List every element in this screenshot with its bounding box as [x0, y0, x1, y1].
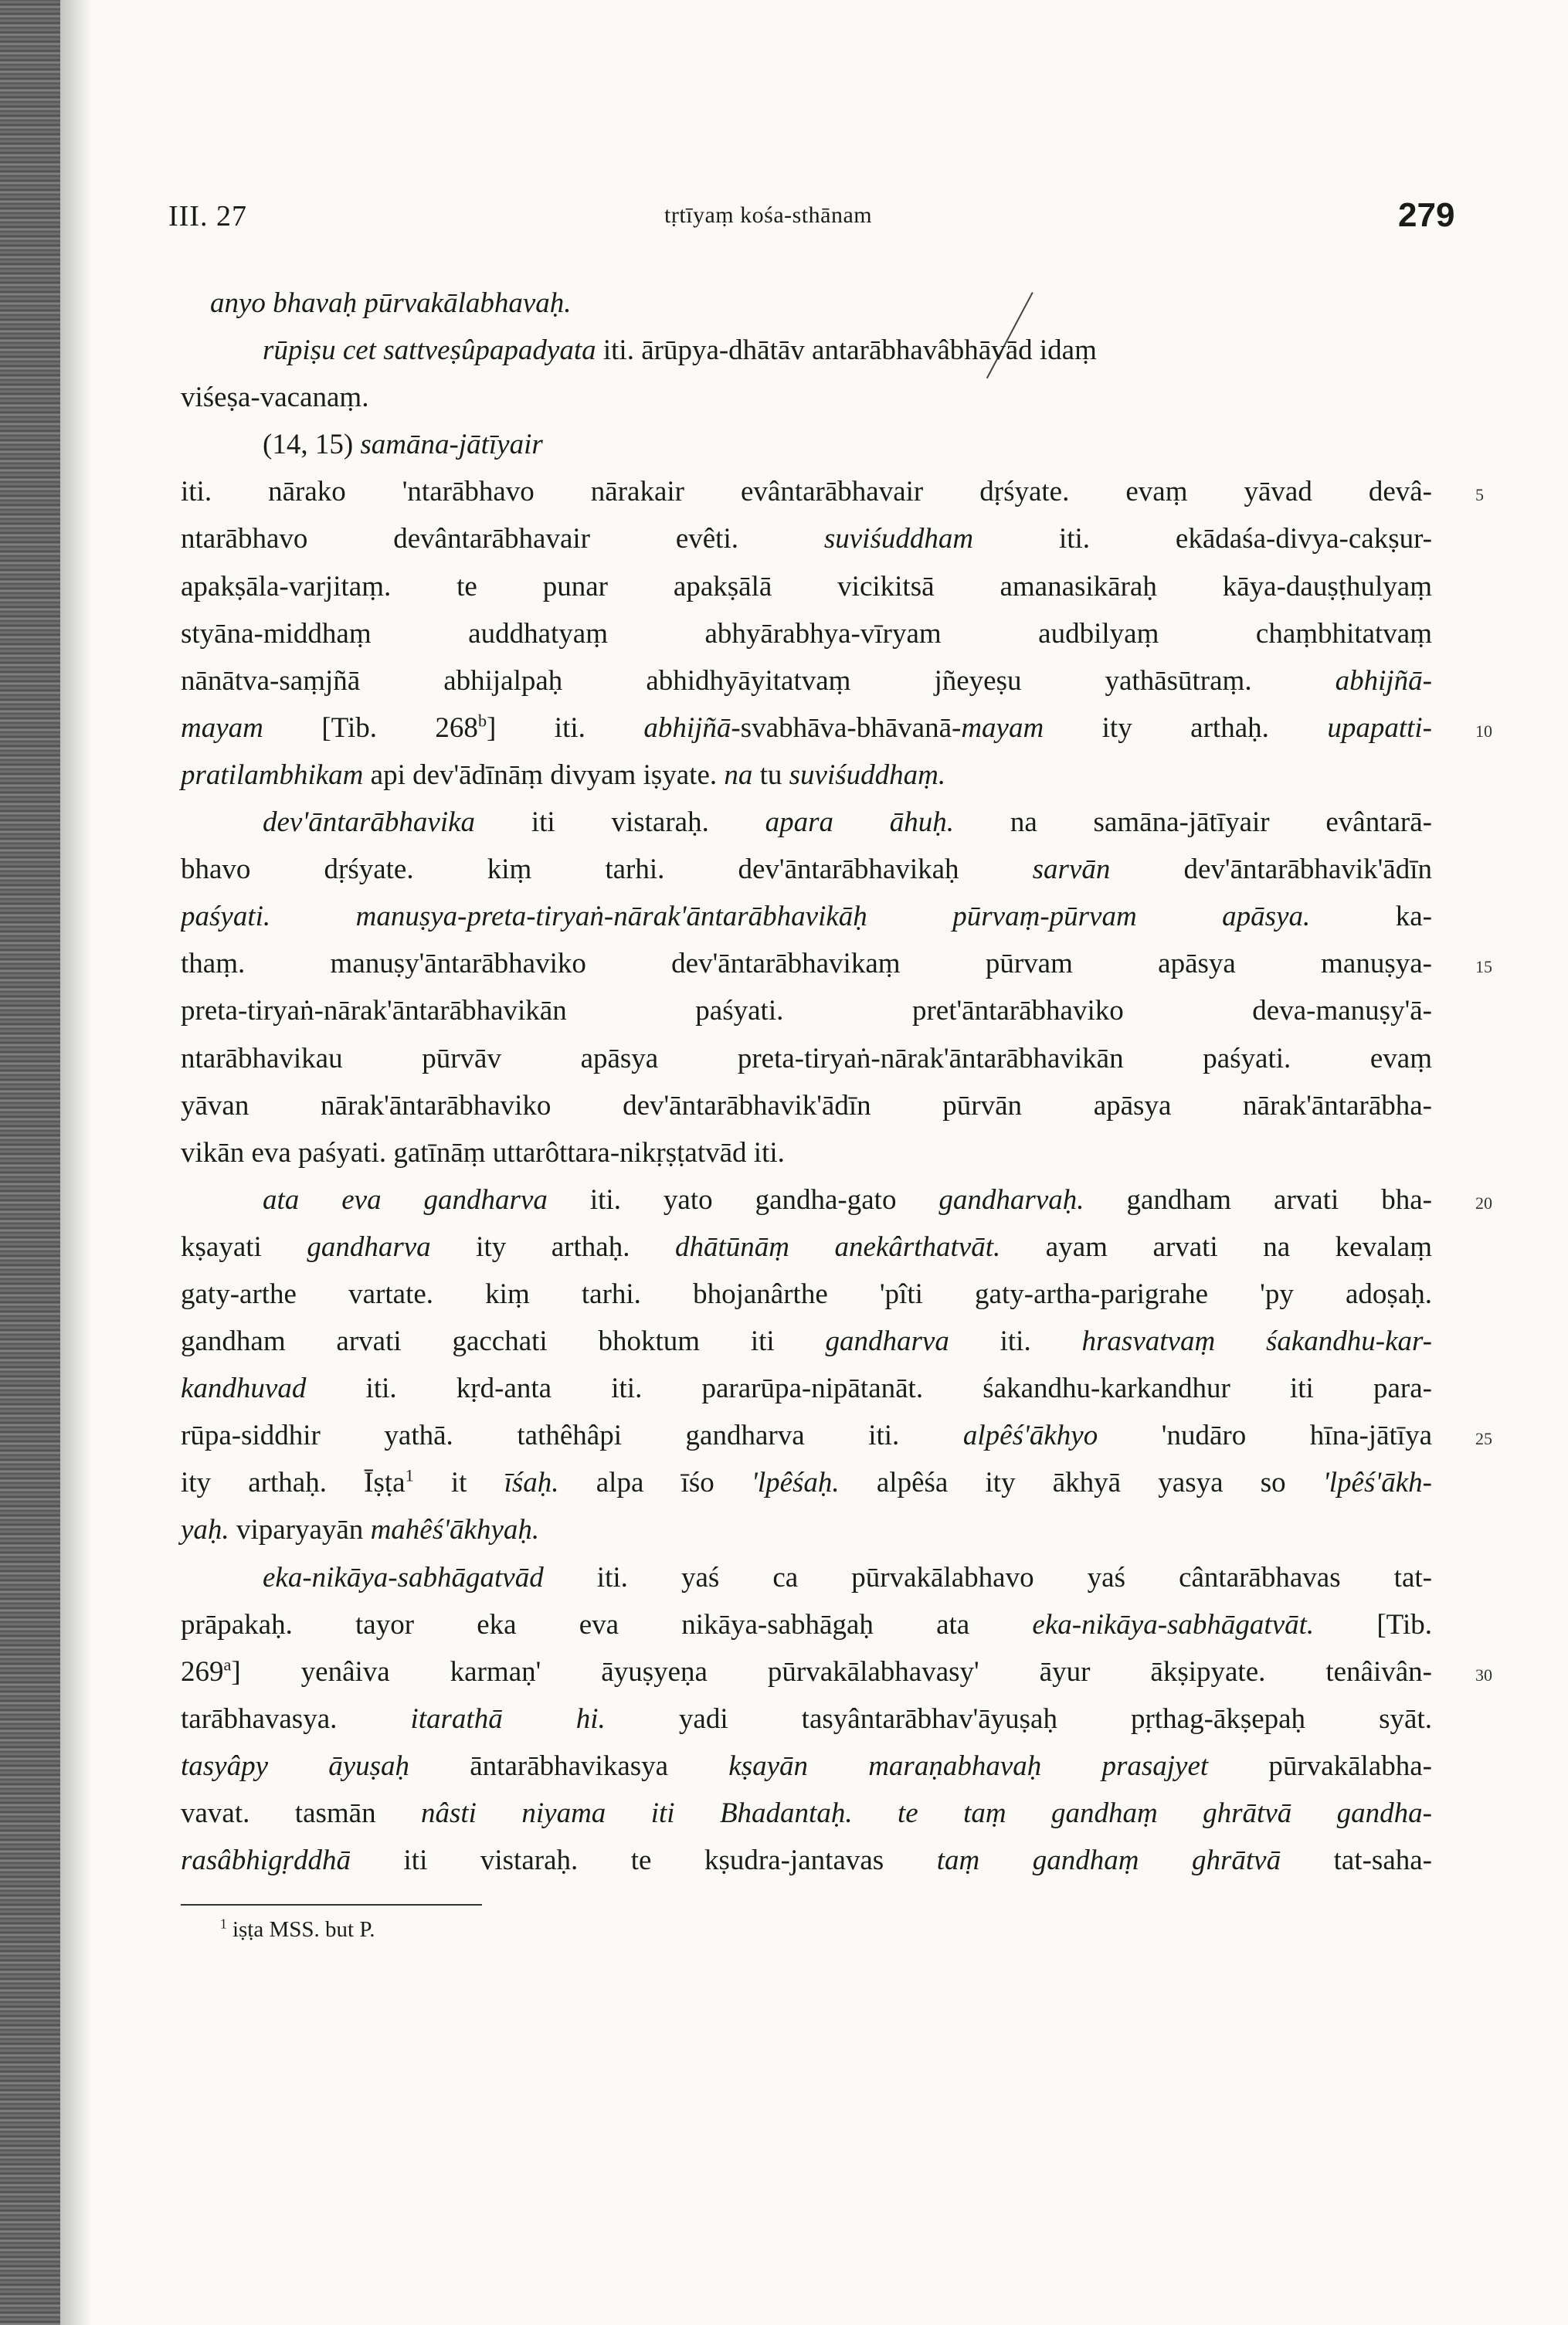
page-header: [0, 196, 1568, 246]
text-line: yaḥ. viparyayān mahêś'ākhyaḥ.: [181, 1514, 540, 1546]
main-text-body: [181, 280, 1432, 1884]
text-line: kandhuvad iti. kṛd-anta iti. pararūpa-nipātanāt. śakandhu-karkandhur iti para-: [181, 1373, 1432, 1405]
text-line: eka-nikāya-sabhāgatvād iti. yaś ca pūrvakālabhavo yaś cântarābhavas tat-: [263, 1561, 1432, 1594]
text-line: thaṃ. manuṣy'āntarābhaviko dev'āntarābhavikaṃ pūrvam apāsya manuṣya-: [181, 948, 1432, 980]
text-line: rūpiṣu cet sattveṣûpapadyata iti. ārūpya-dhātāv antarābhavâbhāvād idaṃ: [263, 334, 1097, 367]
text-line: pratilambhikam api dev'ādīnāṃ divyam iṣyate. na tu suviśuddhaṃ.: [181, 759, 946, 791]
text-line: vavat. tasmān nâsti niyama iti Bhadantaḥ. te taṃ gandhaṃ ghrātvā gandha-: [181, 1797, 1432, 1829]
text-line: mayam [Tib. 268$^b$] iti. abhijñā-svabhāva-bhāvanā-mayam ity arthaḥ. upapatti-: [181, 711, 1432, 744]
margin-line-number: 25: [1475, 1429, 1492, 1449]
text-line: rasâbhigṛddhā iti vistaraḥ. te kṣudra-jantavas taṃ gandhaṃ ghrātvā tat-saha-: [181, 1845, 1432, 1877]
text-line: ity arthaḥ. Īṣṭa$^1$ it īśaḥ. alpa īśo 'lpêśaḥ. alpêśa ity ākhyā yasya so 'lpêś'ākh-: [181, 1466, 1432, 1499]
text-line: styāna-middhaṃ auddhatyaṃ abhyārabhya-vīryam audbilyaṃ chaṃbhitatvaṃ: [181, 617, 1432, 650]
running-title: tṛtīyaṃ kośa-sthānam: [664, 202, 873, 228]
text-line: vikān eva paśyati. gatīnāṃ uttarôttara-nikṛṣṭatvād iti.: [181, 1136, 785, 1169]
margin-line-number: 10: [1475, 721, 1492, 741]
margin-line-number: 15: [1475, 957, 1492, 977]
text-line: yāvan nārak'āntarābhaviko dev'āntarābhavik'ādīn pūrvān apāsya nārak'āntarābha-: [181, 1089, 1432, 1122]
text-line: 269$^a$] yenâiva karmaṇ' āyuṣyeṇa pūrvakālabhavasy' āyur ākṣipyate. tenâivân-: [181, 1655, 1432, 1688]
text-line: rūpa-siddhir yathā. tathêhâpi gandharva iti. alpêś'ākhyo 'nudāro hīna-jātīya: [181, 1420, 1432, 1452]
text-line: prāpakaḥ. tayor eka eva nikāya-sabhāgaḥ ata eka-nikāya-sabhāgatvāt. [Tib.: [181, 1608, 1432, 1641]
text-line: preta-tiryaṅ-nārak'āntarābhavikān paśyati. pret'āntarābhaviko deva-manuṣy'ā-: [181, 995, 1432, 1027]
page-number: 279: [1398, 196, 1455, 234]
gutter-shadow: [60, 0, 91, 2325]
text-line: viśeṣa-vacanaṃ.: [181, 382, 369, 414]
text-line: tasyâpy āyuṣaḥ āntarābhavikasya kṣayān maraṇabhavaḥ prasajyet pūrvakālabha-: [181, 1750, 1432, 1782]
text-line: gandham arvati gacchati bhoktum iti gandharva iti. hrasvatvaṃ śakandhu-kar-: [181, 1325, 1432, 1358]
text-line: dev'āntarābhavika iti vistaraḥ. apara āhuḥ. na samāna-jātīyair evântarā-: [263, 806, 1432, 839]
text-line: bhavo dṛśyate. kiṃ tarhi. dev'āntarābhavikaḥ sarvān dev'āntarābhavik'ādīn: [181, 854, 1432, 886]
text-line: nānātva-saṃjñā abhijalpaḥ abhidhyāyitatvaṃ jñeyeṣu yathāsūtraṃ. abhijñā-: [181, 664, 1432, 697]
footnote-rule: [181, 1904, 482, 1906]
text-line: iti. nārako 'ntarābhavo nārakair evântarābhavair dṛśyate. evaṃ yāvad devâ-: [181, 476, 1432, 508]
chapter-verse-ref: III. 27: [168, 200, 247, 232]
margin-line-number: 5: [1475, 485, 1484, 505]
footnote: $^1$ iṣṭa MSS. but P.: [220, 1916, 375, 1942]
text-line: kṣayati gandharva ity arthaḥ. dhātūnāṃ anekârthatvāt. ayam arvati na kevalaṃ: [181, 1230, 1432, 1263]
book-binding-gutter: [0, 0, 60, 2325]
text-line: ntarābhavo devântarābhavair evêti. suviśuddham iti. ekādaśa-divya-cakṣur-: [181, 523, 1432, 555]
margin-line-number: 20: [1475, 1193, 1492, 1213]
text-line: anyo bhavaḥ pūrvakālabhavaḥ.: [210, 287, 572, 319]
text-line: (14, 15) samāna-jātīyair: [263, 429, 543, 461]
text-line: paśyati. manuṣya-preta-tiryaṅ-nārak'āntarābhavikāḥ pūrvaṃ-pūrvam apāsya. ka-: [181, 901, 1432, 933]
text-line: ata eva gandharva iti. yato gandha-gato gandharvaḥ. gandham arvati bha-: [263, 1183, 1432, 1216]
margin-line-number: 30: [1475, 1665, 1492, 1685]
text-line: gaty-arthe vartate. kiṃ tarhi. bhojanârthe 'pîti gaty-artha-parigrahe 'py adoṣaḥ.: [181, 1278, 1432, 1310]
text-line: tarābhavasya. itarathā hi. yadi tasyântarābhav'āyuṣaḥ pṛthag-ākṣepaḥ syāt.: [181, 1702, 1432, 1735]
text-line: apakṣāla-varjitaṃ. te punar apakṣālā vicikitsā amanasikāraḥ kāya-dauṣṭhulyaṃ: [181, 570, 1432, 602]
text-line: ntarābhavikau pūrvāv apāsya preta-tiryaṅ-nārak'āntarābhavikān paśyati. evaṃ: [181, 1042, 1432, 1074]
